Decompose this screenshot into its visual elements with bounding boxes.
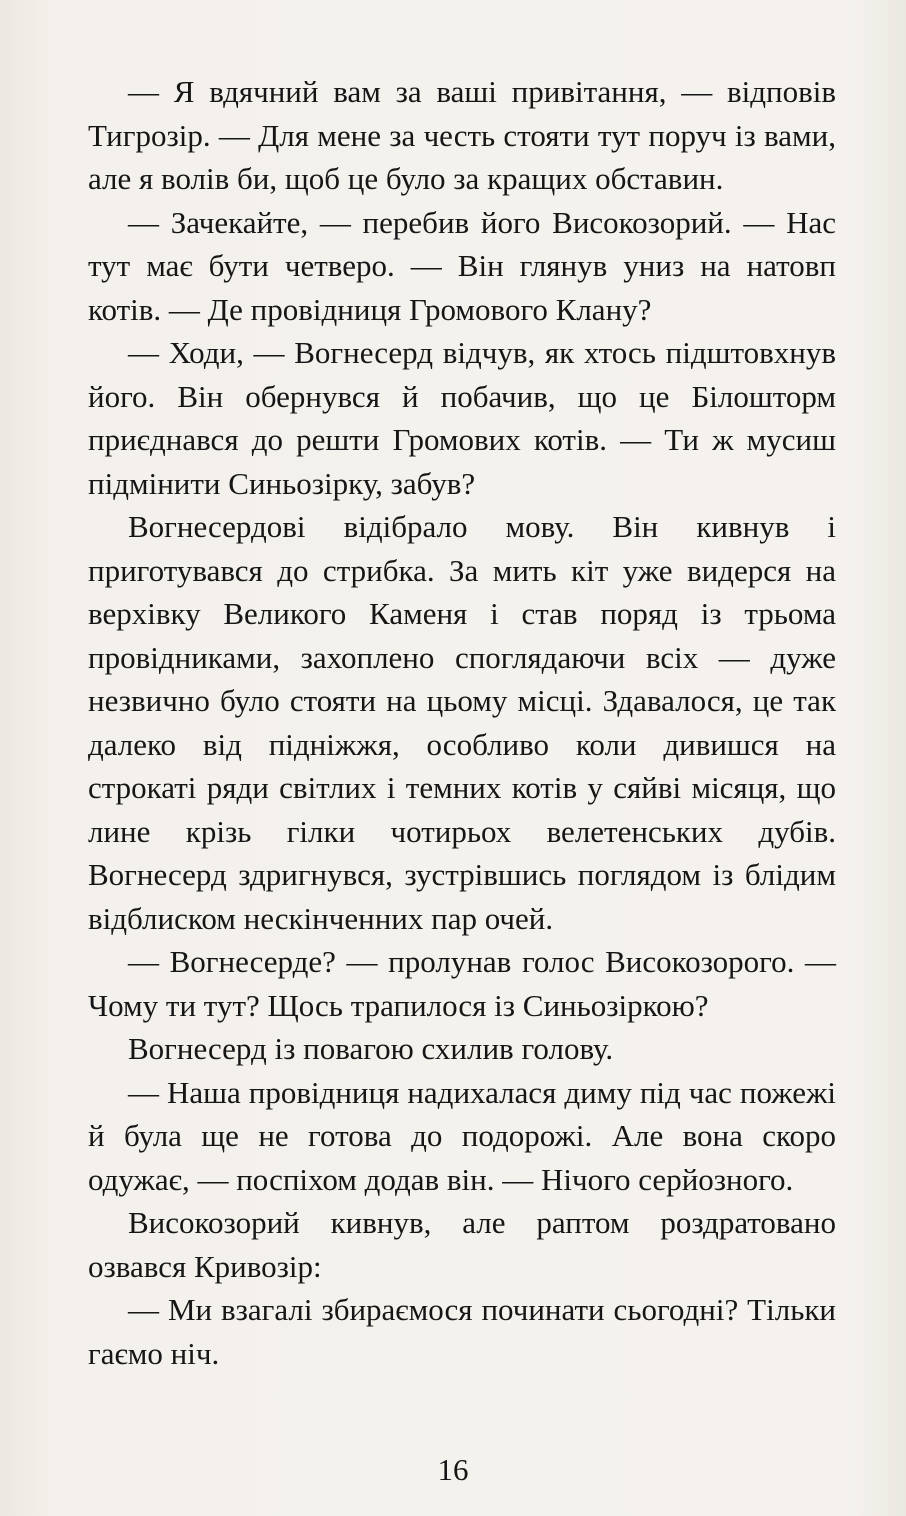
paragraph: — Ми взагалі збираємося починати сьогодні? Тільки гаємо ніч. [88,1292,836,1371]
paragraph: — Я вдячний вам за ваші привітання, — відповів Тигрозір. — Для мене за честь стояти тут поруч із вами, але я волів би, щоб це було за кращих обставин. [88,74,836,196]
paragraph: Вогнесердові відібрало мову. Він кивнув і приготувався до стрибка. За мить кіт уже видерся на верхівку Великого Каменя і став поряд із трьома провідниками, захоплено споглядаючи всіх — дуже незвично було стояти на цьому місці. Здавалося, це так далеко від підніжжя, особливо коли дивишся на строкаті ряди світлих і темних котів у сяйві місяця, що лине крізь гілки чотирьох велетенських дубів. Вогнесерд здригнувся, зустрівшись поглядом із блідим відблиском нескінченних пар очей. [88,509,836,936]
paragraph: — Вогнесерде? — пролунав голос Високозорого. — Чому ти тут? Щось трапилося із Синьозіркою? [88,944,836,1023]
paragraph: Вогнесерд із повагою схилив голову. [128,1031,614,1066]
paragraph: Високозорий кивнув, але раптом роздратовано озвався Кривозір: [88,1205,836,1284]
paragraph: — Зачекайте, — перебив його Високозорий. — Нас тут має бути четверо. — Він глянув униз на натовп котів. — Де провідниця Громового Клану? [88,204,836,327]
page-number: 16 [437,1452,469,1487]
body-text [88,70,836,1375]
paragraph: — Наша провідниця надихалася диму під час пожежі й була ще не готова до подорожі. Але вона скоро одужає, — поспіхом додав він. — Нічого серйозного. [88,1074,836,1197]
paragraph: — Ходи, — Вогнесерд відчув, як хтось підштовхнув його. Він обернувся й побачив, що це Білошторм приєднався до решти Громових котів. — Ти ж мусиш підмінити Синьозірку, забув? [88,335,836,501]
